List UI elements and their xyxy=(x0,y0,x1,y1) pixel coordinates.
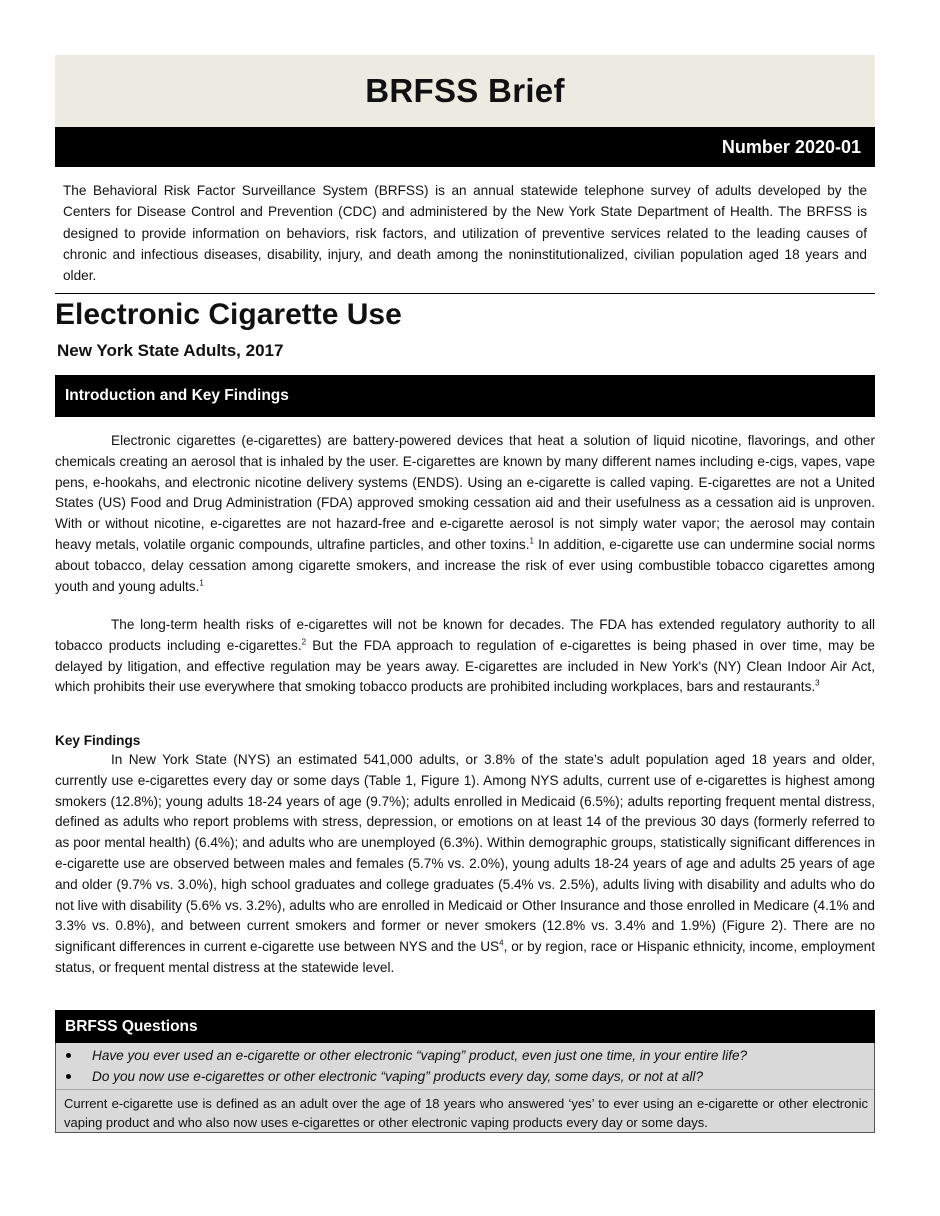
divider-rule xyxy=(55,293,875,294)
para2b-text: But the FDA approach to regulation of e-cigarettes is being phased in over time, may be delayed by litigation, and effective regulation may be years away. E-cigarettes are included in New York's (NY) Clean Indoor Air Act, which prohibits their use everywhere that smoking tobacco products are prohibited including workplaces, bars and restaurants. xyxy=(55,637,875,695)
question-text: Do you now use e-cigarettes or other electronic “vaping” products every day, some days, or not at all? xyxy=(92,1069,704,1084)
question-item xyxy=(56,1045,874,1066)
number-bar xyxy=(55,127,875,167)
intro-body-paragraph-2 xyxy=(55,615,875,698)
key-findings-paragraph xyxy=(55,750,875,979)
bullet-icon xyxy=(66,1053,71,1058)
questions-list xyxy=(56,1045,874,1087)
questions-title: BRFSS Questions xyxy=(65,1017,198,1035)
section-title: Introduction and Key Findings xyxy=(65,387,289,404)
footnote-ref: 2 xyxy=(301,637,307,647)
title-banner xyxy=(55,55,875,127)
intro-body-paragraph-1 xyxy=(55,431,875,597)
definition-note: Current e-cigarette use is defined as an adult over the age of 18 years who answered ‘yes’ to ever using an e-cigarette or other electronic vaping product and who also now uses e-cigarettes or other electronic vaping products every day or some days. xyxy=(64,1096,868,1130)
bullet-icon xyxy=(66,1074,71,1079)
question-text: Have you ever used an e-cigarette or other electronic “vaping” product, even just one time, in your entire life? xyxy=(92,1048,748,1063)
footnote-ref: 3 xyxy=(815,678,820,688)
key-findings-text: In New York State (NYS) an estimated 541,000 adults, or 3.8% of the state’s adult population aged 18 years and older, currently use e-cigarettes every day or some days (Table 1, Figure 1). Among NYS adults, current use of e-cigarettes is highest among smokers (12.8%); young adults 18-24 years of age (9.7%); adults enrolled in Medicaid (6.5%); adults reporting frequent mental distress, defined as adults who report problems with stress, depression, or emotions on at least 14 of the previous 30 days (formerly referred to as poor mental health) (6.4%); and adults who are unemployed (6.3%). Within demographic groups, statistically significant differences in e-cigarette use are observed between males and females (5.7% vs. 2.0%), young adults 18-24 years of age and adults 25 years of age and older (9.7% vs. 3.0%), high school graduates and college graduates (5.4% vs. 2.5%), adults living with disability and adults who do not live with disability (5.6% vs. 3.2%), adults who are enrolled in Medicaid or Other Insurance and those enrolled in Medicare (4.1% and 3.3% vs. 0.8%), and between current smokers and former or never smokers (12.8% vs. 3.4% and 1.9%) (Figure 2). There are no significant differences in current e-cigarette use between NYS and the US xyxy=(55,752,875,955)
para1b-text: In addition, e-cigarette use can undermine social norms about tobacco, delay cessation among cigarette smokers, and increase the risk of ever using combustible tobacco cigarettes among youth and young adults. xyxy=(55,536,875,594)
para2-text: The long-term health risks of e-cigarettes will not be known for decades. The FDA has extended regulatory authority to all tobacco products including e-cigarettes. xyxy=(55,617,875,653)
questions-divider xyxy=(56,1089,874,1090)
issue-number: Number 2020-01 xyxy=(721,136,861,157)
footnote-ref: 4 xyxy=(499,938,504,948)
key-findings-heading: Key Findings xyxy=(55,733,141,748)
page-subtitle: New York State Adults, 2017 xyxy=(57,341,284,360)
page-title: Electronic Cigarette Use xyxy=(55,298,402,331)
section-header xyxy=(55,375,875,417)
question-item xyxy=(56,1066,874,1087)
para1-text: Electronic cigarettes (e-cigarettes) are battery-powered devices that heat a solution of liquid nicotine, flavorings, and other chemicals creating an aerosol that is inhaled by the user. E-cigarettes are known by many different names including e-cigs, vapes, vape pens, e-hookahs, and electronic nicotine delivery systems (ENDS). Using an e-cigarette is called vaping. E-cigarettes are not a United States (US) Food and Drug Administration (FDA) approved smoking cessation aid and their usefulness as a cessation aid is unproven. With or without nicotine, e-cigarettes are not hazard-free and e-cigarette aerosol is not simply water vapor; the aerosol may contain heavy metals, volatile organic compounds, ultrafine particles, and other toxins. xyxy=(55,433,875,552)
questions-header xyxy=(55,1010,875,1043)
intro-paragraph: The Behavioral Risk Factor Surveillance System (BRFSS) is an annual statewide telephone survey of adults developed by the Centers for Disease Control and Prevention (CDC) and administered by the New York State Department of Health. The BRFSS is designed to provide information on behaviors, risk factors, and utilization of preventive services related to the leading causes of chronic and infectious diseases, disability, injury, and death among the noninstitutionalized, civilian population aged 18 years and older. xyxy=(63,183,867,284)
questions-box xyxy=(55,1043,875,1133)
footnote-ref: 1 xyxy=(529,536,534,546)
key-findings-text-end: , or by region, race or Hispanic ethnicity, income, employment status, or frequent mental distress at the statewide level. xyxy=(55,939,875,975)
footnote-ref: 1 xyxy=(199,578,204,588)
brief-title: BRFSS Brief xyxy=(365,72,565,109)
